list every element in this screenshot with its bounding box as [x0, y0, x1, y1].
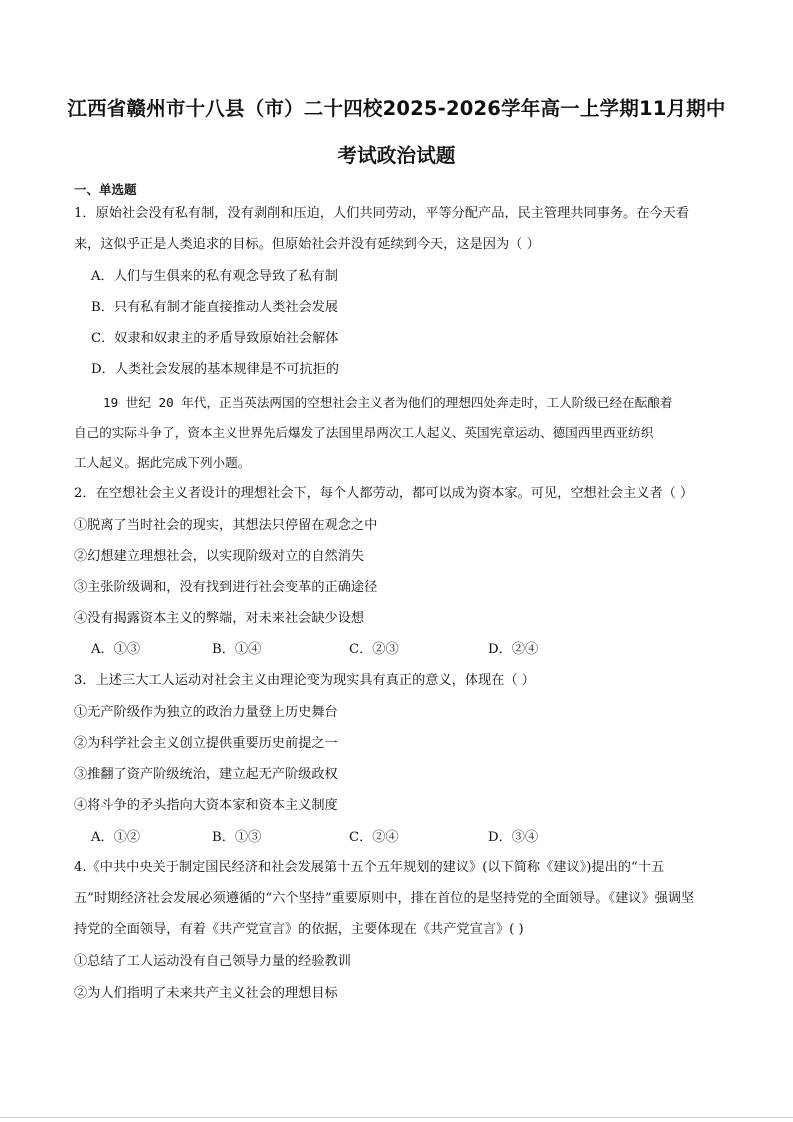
q3-item-2: ②为科学社会主义创立提供重要历史前提之一	[74, 736, 338, 751]
q2-choice-a: A．①③	[91, 642, 141, 657]
q2-item-4: ④没有揭露资本主义的弊端，对未来社会缺少设想	[74, 611, 365, 626]
q2-item-2: ②幻想建立理想社会，以实现阶级对立的自然消失	[74, 549, 365, 564]
q1-option-c: C．奴隶和奴隶主的矛盾导致原始社会解体	[91, 331, 339, 346]
q4-stem-line2: 五”时期经济社会发展必须遵循的“六个坚持”重要原则中，排在首位的是坚持党的全面领导。《建议》强调坚	[74, 891, 695, 906]
q3-choice-b: B．①③	[212, 830, 262, 845]
q4-item-2: ②为人们指明了未来共产主义社会的理想目标	[74, 986, 338, 1001]
section-heading: 一、单选题	[74, 182, 137, 197]
q2-choice-d: D．②④	[488, 642, 539, 657]
q3-item-3: ③推翻了资产阶级统治，建立起无产阶级政权	[74, 767, 338, 782]
q3-item-1: ①无产阶级作为独立的政治力量登上历史舞台	[74, 705, 338, 720]
q2-choice-c: C．②③	[349, 642, 399, 657]
q4-stem-line3: 持党的全面领导，有着《共产党宣言》的依据，主要体现在《共产党宣言》( )	[74, 922, 524, 937]
page-bottom-border	[0, 1117, 793, 1118]
page-title-line1: 江西省赣州市十八县（市）二十四校2025-2026学年高一上学期11月期中	[67, 97, 726, 120]
material-line1: 19 世纪 20 年代，正当英法两国的空想社会主义者为他们的理想四处奔走时，工人阶级已经在酝酿着	[103, 395, 673, 410]
q2-stem: 2．在空想社会主义者设计的理想社会下，每个人都劳动，都可以成为资本家。可见，空想社会主义者（ ）	[74, 486, 694, 501]
q4-item-1: ①总结了工人运动没有自己领导力量的经验教训	[74, 954, 351, 969]
q1-option-d: D．人类社会发展的基本规律是不可抗拒的	[91, 362, 339, 377]
q3-item-4: ④将斗争的矛头指向大资本家和资本主义制度	[74, 798, 338, 813]
material-line3: 工人起义。据此完成下列小题。	[74, 455, 251, 470]
q1-stem-line1: 1．原始社会没有私有制，没有剥削和压迫，人们共同劳动，平等分配产品，民主管理共同事务。在今天看	[74, 206, 690, 221]
q1-stem-line2: 来，这似乎正是人类追求的目标。但原始社会并没有延续到今天，这是因为（ ）	[74, 237, 540, 252]
q3-choice-c: C．②④	[349, 830, 399, 845]
q3-choice-d: D．③④	[488, 830, 539, 845]
q3-stem: 3．上述三大工人运动对社会主义由理论变为现实具有真正的意义，体现在（ ）	[74, 673, 535, 688]
q3-choice-a: A．①②	[91, 830, 141, 845]
q2-item-3: ③主张阶级调和，没有找到进行社会变革的正确途径	[74, 580, 378, 595]
q2-choice-b: B．①④	[212, 642, 262, 657]
page-title-line2: 考试政治试题	[337, 144, 456, 167]
q1-option-b: B．只有私有制才能直接推动人类社会发展	[91, 300, 339, 315]
q4-stem-line1: 4.《中共中央关于制定国民经济和社会发展第十五个五年规划的建议》(以下简称《建议》)提出的“十五	[74, 860, 665, 875]
q2-item-1: ①脱离了当时社会的现实，其想法只停留在观念之中	[74, 518, 378, 533]
q1-option-a: A．人们与生俱来的私有观念导致了私有制	[91, 269, 338, 284]
material-line2: 自己的实际斗争了，资本主义世界先后爆发了法国里昂两次工人起义、英国宪章运动、德国西里西亚纺织	[74, 425, 654, 440]
